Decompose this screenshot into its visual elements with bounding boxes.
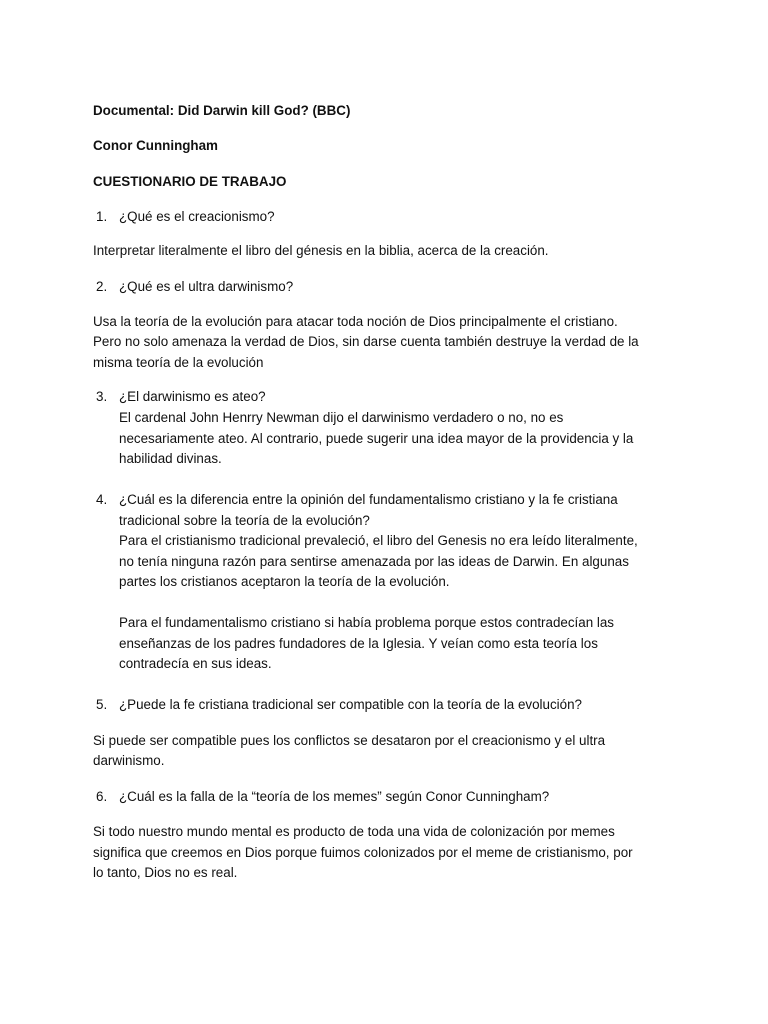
question-text: ¿Cuál es la falla de la “teoría de los memes” según Conor Cunningham?	[119, 789, 550, 804]
answer-line: misma teoría de la evolución	[93, 355, 264, 370]
document-title: Documental: Did Darwin kill God? (BBC)	[93, 103, 351, 118]
question-text: ¿Qué es el ultra darwinismo?	[119, 279, 294, 294]
answer-line: lo tanto, Dios no es real.	[93, 865, 238, 880]
answer-line: partes los cristianos aceptaron la teoría de la evolución.	[119, 574, 450, 589]
answer-line: no tenía ninguna razón para sentirse amenazada por las ideas de Darwin. En algunas	[119, 554, 629, 569]
answer-line: darwinismo.	[93, 753, 165, 768]
answer-line: necesariamente ateo. Al contrario, puede sugerir una idea mayor de la providencia y la	[119, 431, 634, 446]
author-name: Conor Cunningham	[93, 138, 218, 153]
answer-line: Pero no solo amenaza la verdad de Dios, sin darse cuenta también destruye la verdad de la	[93, 334, 639, 349]
question-number: 1.	[96, 209, 108, 224]
question-text: ¿Cuál es la diferencia entre la opinión del fundamentalismo cristiano y la fe cristiana	[119, 492, 618, 507]
answer-line: habilidad divinas.	[119, 451, 222, 466]
question-text: ¿Qué es el creacionismo?	[119, 209, 275, 224]
question-text: tradicional sobre la teoría de la evolución?	[119, 513, 370, 528]
answer-line: enseñanzas de los padres fundadores de la Iglesia. Y veían como esta teoría los	[119, 636, 598, 651]
answer-line: contradecía en sus ideas.	[119, 656, 272, 671]
question-text: ¿El darwinismo es ateo?	[119, 389, 266, 404]
answer-line: Si puede ser compatible pues los conflictos se desataron por el creacionismo y el ultra	[93, 733, 606, 748]
answer-line: Para el cristianismo tradicional prevaleció, el libro del Genesis no era leído literalmente,	[119, 533, 638, 548]
answer-line: Interpretar literalmente el libro del génesis en la biblia, acerca de la creación.	[93, 243, 549, 258]
question-text: ¿Puede la fe cristiana tradicional ser compatible con la teoría de la evolución?	[119, 697, 582, 712]
question-number: 2.	[96, 279, 108, 294]
question-number: 5.	[96, 697, 108, 712]
question-number: 6.	[96, 789, 108, 804]
worksheet-heading: CUESTIONARIO DE TRABAJO	[93, 174, 287, 189]
answer-line: Para el fundamentalismo cristiano si había problema porque estos contradecían las	[119, 615, 614, 630]
question-number: 4.	[96, 492, 108, 507]
answer-line: Usa la teoría de la evolución para atacar toda noción de Dios principalmente el cristiano.	[93, 314, 618, 329]
answer-line: Si todo nuestro mundo mental es producto de toda una vida de colonización por memes	[93, 824, 615, 839]
question-number: 3.	[96, 389, 108, 404]
answer-line: significa que creemos en Dios porque fuimos colonizados por el meme de cristianismo, por	[93, 845, 633, 860]
answer-line: El cardenal John Henrry Newman dijo el darwinismo verdadero o no, no es	[119, 410, 564, 425]
